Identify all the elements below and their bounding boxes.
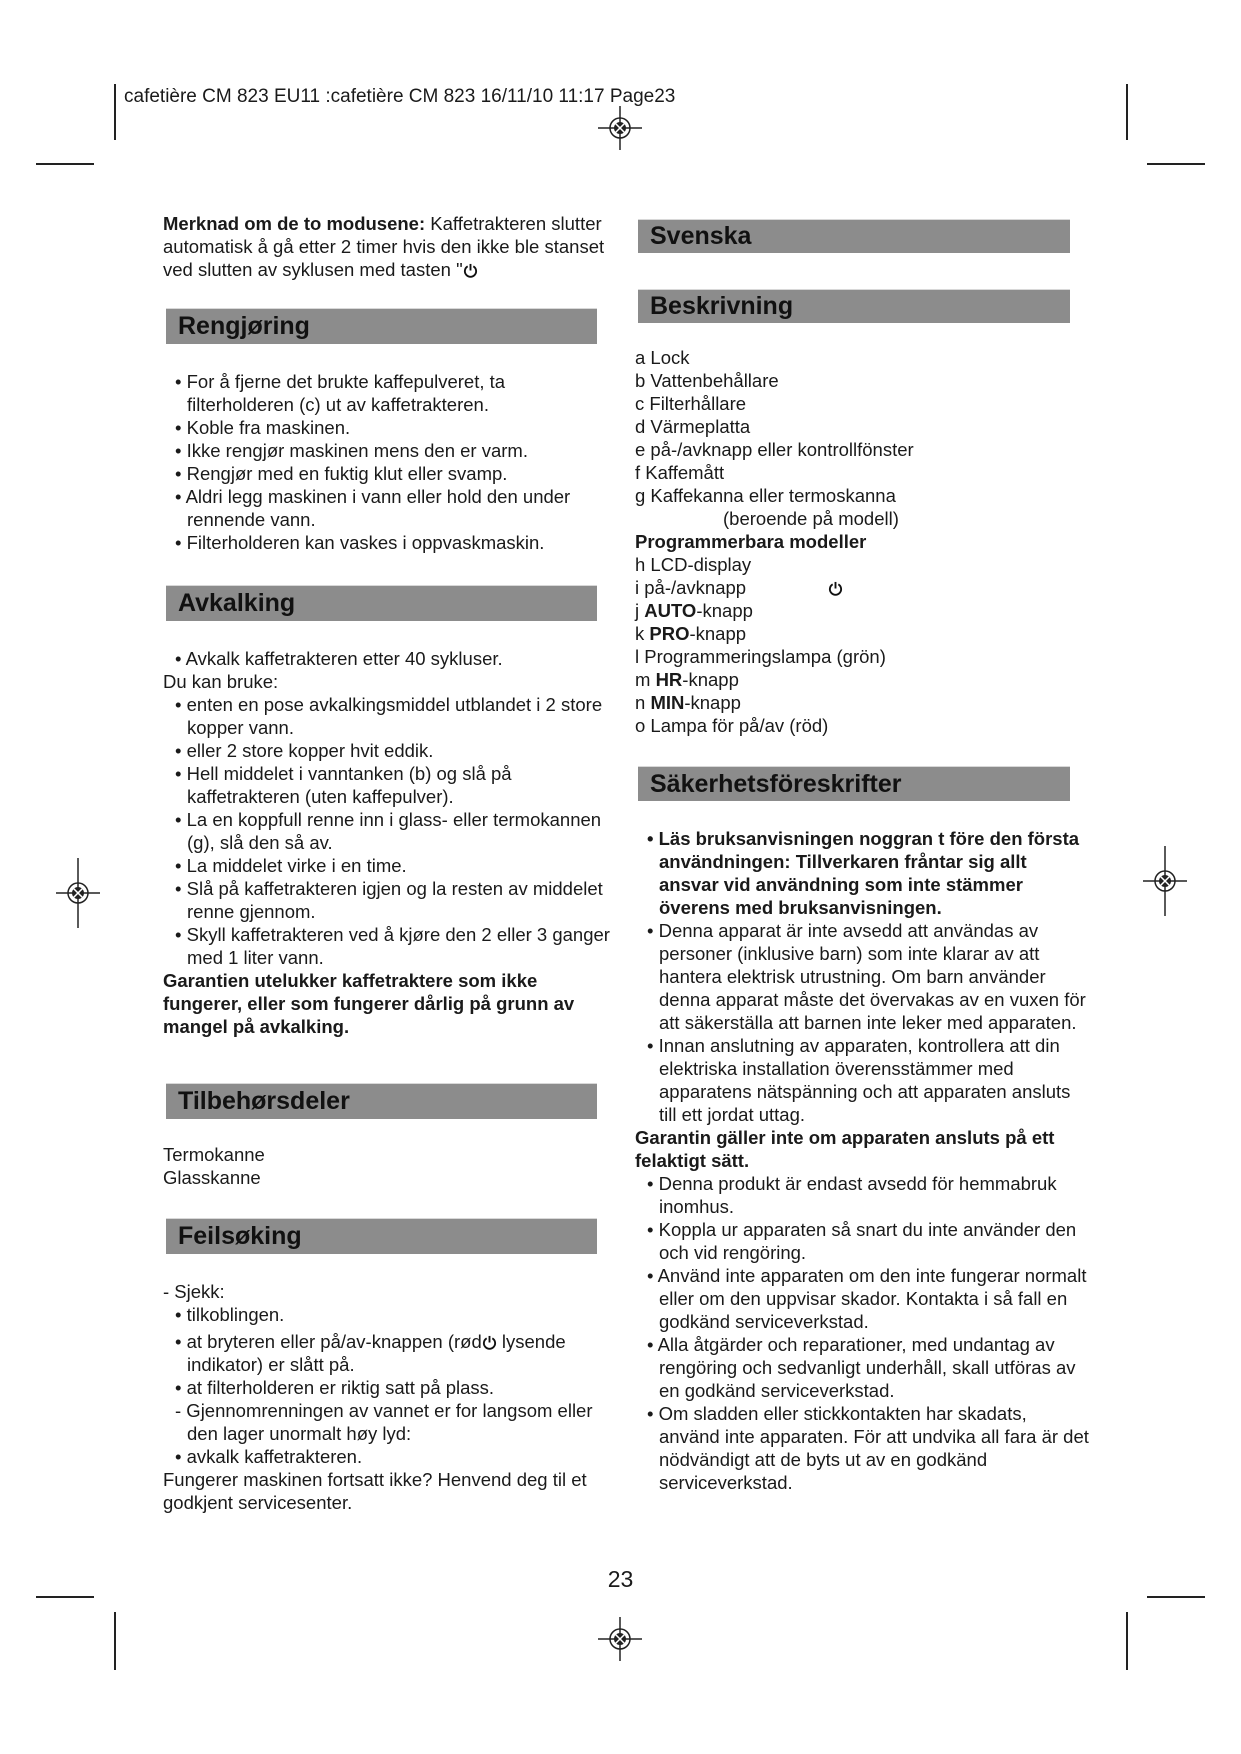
- list-item: • eller 2 store kopper hvit eddik.: [175, 740, 434, 761]
- mode-note-label: Merknad om de to modusene:: [163, 213, 426, 234]
- crop-mark: [1147, 1596, 1205, 1598]
- section-heading: Tilbehørsdeler: [166, 1084, 597, 1119]
- list-item-text: lysende indikator) er slått på.: [187, 1331, 566, 1375]
- safety-list: [635, 827, 1090, 1494]
- part-item: e på-/avknapp eller kontrollfönster: [635, 439, 914, 460]
- power-icon: [482, 1335, 497, 1350]
- warranty-warning: Garantien utelukker kaffetraktere som ikke fungerer, eller som fungerer dårlig på grunn av mangel på avkalking.: [163, 970, 575, 1037]
- list-item: • Filterholderen kan vaskes i oppvaskmaskin.: [175, 532, 545, 553]
- section-heading: Beskrivning: [638, 290, 1070, 323]
- registration-mark-icon: [598, 106, 642, 150]
- part-item: g Kaffekanna eller termoskanna: [635, 485, 896, 506]
- list-item: • Läs bruksanvisningen noggran t före den första användningen: Tillverkaren fråntar sig allt ansvar vid användning som inte stämmer överens med bruksanvisningen.: [647, 828, 1080, 918]
- left-column: [163, 212, 611, 1514]
- registration-mark-icon: [598, 1617, 642, 1661]
- part-letter: j: [635, 600, 645, 621]
- list-item: • avkalk kaffetrakteren.: [175, 1446, 363, 1467]
- list-item: • Skyll kaffetrakteren ved å kjøre den 2 eller 3 ganger med 1 liter vann.: [175, 924, 610, 968]
- right-column: [635, 220, 1090, 1494]
- closing-note: Fungerer maskinen fortsatt ikke? Henvend deg til et godkjent servicesenter.: [163, 1469, 587, 1513]
- registration-mark-icon: [1143, 846, 1187, 916]
- programmable-title: Programmerbara modeller: [635, 531, 867, 552]
- list-item: • tilkoblingen.: [175, 1304, 285, 1325]
- part-letter: m: [635, 669, 656, 690]
- accessories-list: [163, 1143, 611, 1189]
- list-item: • Innan anslutning av apparaten, kontrollera att din elektriska installation överensstämmer med apparatens nätspänning och att apparaten ansluts till ett jordat uttag.: [647, 1035, 1071, 1125]
- du-kan-bruke: Du kan bruke:: [163, 671, 279, 692]
- troubleshooting-list: [163, 1280, 611, 1514]
- part-key: PRO: [649, 623, 690, 644]
- language-heading: Svenska: [638, 220, 1070, 253]
- part-letter: k: [635, 623, 650, 644]
- crop-mark: [36, 1596, 94, 1598]
- list-item: • Alla åtgärder och reparationer, med undantag av rengöring och sedvanligt underhåll, skall utföras av en godkänd serviceverkstad.: [647, 1334, 1076, 1401]
- descaling-list: [163, 647, 611, 1038]
- part-suffix: -knapp: [689, 623, 747, 644]
- crop-mark: [114, 84, 116, 140]
- list-item: • Ikke rengjør maskinen mens den er varm.: [175, 440, 528, 461]
- list-item: • enten en pose avkalkingsmiddel utblandet i 2 store kopper vann.: [175, 694, 603, 738]
- list-item: - Gjennomrenningen av vannet er for langsom eller den lager unormalt høy lyd:: [175, 1400, 593, 1444]
- list-item: • La en koppfull renne inn i glass- eller termokannen (g), slå den så av.: [175, 809, 602, 853]
- part-item-note: (beroende på modell): [723, 508, 899, 529]
- list-item: • Om sladden eller stickkontakten har skadats, använd inte apparaten. För att undvika all fara är det nödvändigt att de byts ut av en godkänd serviceverkstad.: [647, 1403, 1089, 1493]
- part-item: [635, 622, 1090, 645]
- part-letter: n: [635, 692, 651, 713]
- part-item: [635, 691, 1090, 714]
- part-item: [635, 576, 1090, 599]
- part-item: d Värmeplatta: [635, 416, 751, 437]
- section-heading: Feilsøking: [166, 1219, 597, 1254]
- section-heading: Rengjøring: [166, 309, 597, 344]
- part-item: f Kaffemått: [635, 462, 725, 483]
- crop-mark: [114, 1612, 116, 1670]
- part-suffix: -knapp: [696, 600, 753, 621]
- check-label: - Sjekk:: [163, 1281, 225, 1302]
- warranty-warning: Garantin gäller inte om apparaten ansluts på ett felaktigt sätt.: [635, 1127, 1055, 1171]
- list-item: • Koppla ur apparaten så snart du inte använder den och vid rengöring.: [647, 1219, 1077, 1263]
- section-heading: Säkerhetsföreskrifter: [638, 767, 1070, 801]
- part-item: a Lock: [635, 347, 690, 368]
- crop-mark: [1126, 84, 1128, 140]
- part-item: c Filterhållare: [635, 393, 747, 414]
- list-item: • Denna apparat är inte avsedd att användas av personer (inklusive barn) som inte klarar av att hantera elektrisk utrustning. Om barn använder denna apparat måste det övervakas av en vuxen för att säkerställa att barnen inte leker med apparaten.: [647, 920, 1086, 1033]
- crop-mark: [36, 163, 94, 165]
- section-heading: Avkalking: [166, 586, 597, 621]
- list-item: • Slå på kaffetrakteren igjen og la resten av middelet renne gjennom.: [175, 878, 603, 922]
- list-item: • Använd inte apparaten om den inte fungerar normalt eller om den uppvisar skador. Kontakta i så fall en godkänd serviceverkstad.: [647, 1265, 1087, 1332]
- registration-mark-icon: [56, 858, 100, 928]
- part-item: [635, 668, 1090, 691]
- list-item: Termokanne: [163, 1144, 265, 1165]
- list-item: • Rengjør med en fuktig klut eller svamp.: [175, 463, 508, 484]
- part-key: HR: [655, 669, 683, 690]
- power-icon: [828, 581, 843, 596]
- power-icon: [463, 263, 478, 278]
- list-item: • Koble fra maskinen.: [175, 417, 351, 438]
- list-item: • at filterholderen er riktig satt på plass.: [175, 1377, 495, 1398]
- list-item: • Avkalk kaffetrakteren etter 40 sykluser.: [175, 648, 503, 669]
- list-item: • Aldri legg maskinen i vann eller hold den under rennende vann.: [175, 486, 571, 530]
- part-item: h LCD-display: [635, 554, 752, 575]
- list-item: • La middelet virke i en time.: [175, 855, 407, 876]
- crop-mark: [1147, 163, 1205, 165]
- list-item: [163, 1330, 611, 1376]
- mode-note: [163, 212, 611, 281]
- part-item: o Lampa för på/av (röd): [635, 715, 829, 736]
- part-suffix: -knapp: [682, 669, 739, 690]
- list-item: • For å fjerne det brukte kaffepulveret, ta filterholderen (c) ut av kaffetrakteren.: [175, 371, 506, 415]
- list-item-text: • at bryteren eller på/av-knappen (rød: [175, 1331, 482, 1352]
- part-suffix: -knapp: [684, 692, 741, 713]
- cleaning-list: [163, 370, 611, 554]
- print-slug: cafetière CM 823 EU11 :cafetière CM 823 16/11/10 11:17 Page23: [124, 86, 676, 107]
- part-item: [635, 599, 1090, 622]
- part-item-text: i på-/avknapp: [635, 577, 747, 598]
- list-item: Glasskanne: [163, 1167, 261, 1188]
- mode-note-text: Kaffetrakteren slutter automatisk å gå etter 2 timer hvis den ikke ble stanset ved slutten av syklusen med tasten ": [163, 213, 605, 280]
- part-key: MIN: [650, 692, 685, 713]
- crop-mark: [1126, 1612, 1128, 1670]
- list-item: • Denna produkt är endast avsedd för hemmabruk inomhus.: [647, 1173, 1057, 1217]
- part-item: l Programmeringslampa (grön): [635, 646, 886, 667]
- list-item: • Hell middelet i vanntanken (b) og slå på kaffetrakteren (uten kaffepulver).: [175, 763, 512, 807]
- part-item: b Vattenbehållare: [635, 370, 779, 391]
- page-number: 23: [607, 1566, 634, 1592]
- parts-list: [635, 346, 1090, 737]
- part-key: AUTO: [644, 600, 697, 621]
